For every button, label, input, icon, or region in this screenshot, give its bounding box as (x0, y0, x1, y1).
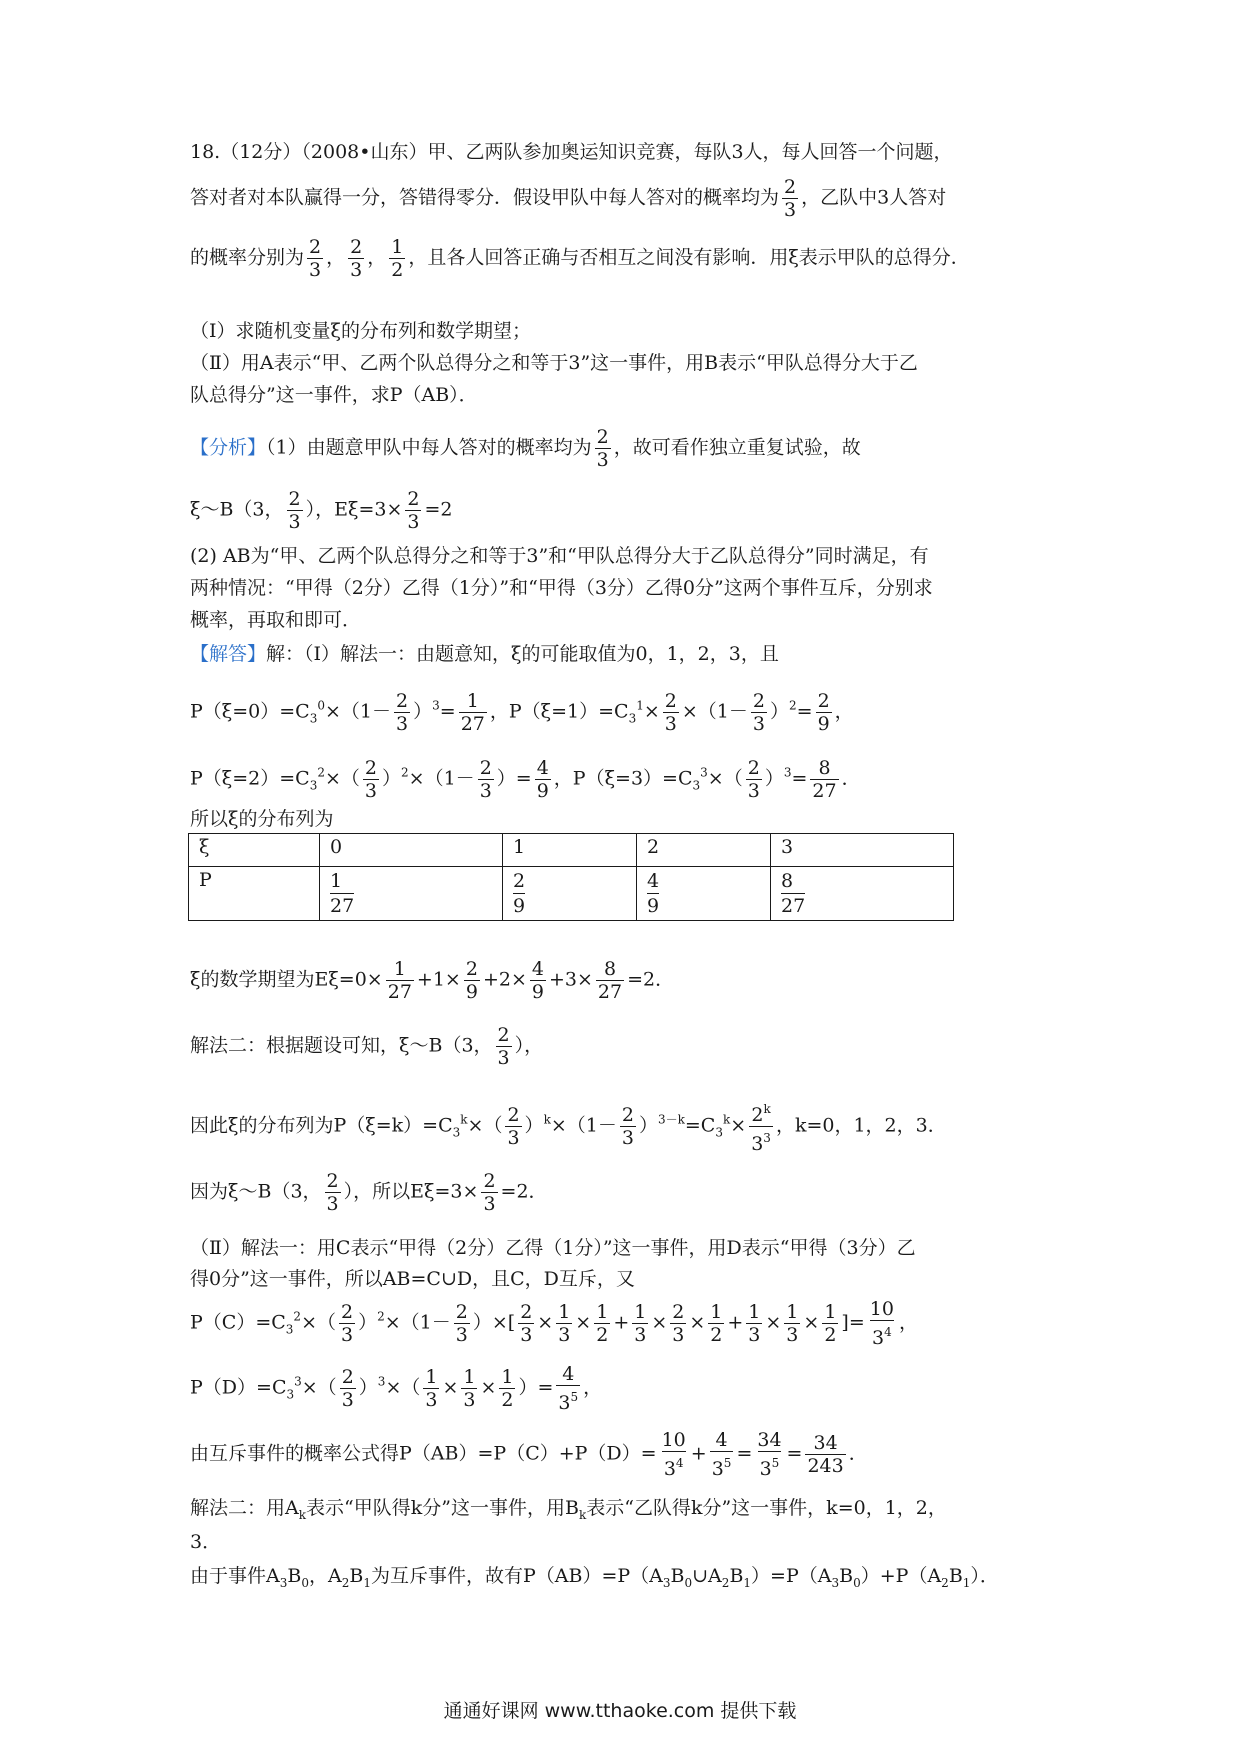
analysis-line-1: 【分析】（1）由题意甲队中每人答对的概率均为 $\frac{2}{3}$ ，故可看作独立重复试验，故 (190, 426, 861, 471)
prob-eq-1: $P(\xi=0)=C_3^0\times(1-$ $\frac{2}{3}$ ）$^3$= $\frac{1}{27}$ ，$P(\xi=1)=C_3^1\times$ $\frac{2}{3}$ ×（1－ $\frac{2}{3}$ ）$^2$= $\frac{2}{9}$ ， (190, 690, 854, 735)
analysis-tag: 【分析】 (190, 436, 267, 459)
distribution-title: 所以ξ的分布列为 (190, 808, 334, 830)
distribution-table (188, 833, 954, 921)
problem-part-2b: 队总得分”这一事件，求P（AB）． (190, 384, 478, 406)
method-2-part-2: 解法二：用$A_k$表示“甲队得k分”这一事件，用$B_k$表示“乙队得k分”这一事件，k=0，1，2， (190, 1497, 947, 1522)
page-footer: 通通好课网 www.tthaoke.com 提供下载 (443, 1700, 797, 1722)
prob-eq-2: $P(\xi=2)=C_3^2\times$（ $\frac{2}{3}$ ）$^2$×（1－ $\frac{2}{3}$ ）= $\frac{4}{9}$ ，$P(\xi=3)=C_3^3\times$（ $\frac{2}{3}$ ）$^3$= $\frac{8}{27}$ ． (190, 757, 861, 802)
part-2-line-b: 得0分”这一事件，所以AB=C∪D，且C，D互斥，又 (190, 1268, 635, 1290)
method-2-line: 解法二：根据题设可知，ξ～B（3， $\frac{2}{3}$ ）， (190, 1024, 544, 1069)
problem-line-2: 答对者对本队赢得一分，答错得零分．假设甲队中每人答对的概率均为 $\frac{2}{3}$ ，乙队中3人答对 (190, 176, 947, 221)
problem-part-2a: （Ⅱ）用A表示“甲、乙两个队总得分之和等于3”这一事件，用B表示“甲队总得分大于乙 (190, 352, 918, 374)
table-cell: 0 (320, 834, 503, 867)
table-cell: 2 (636, 834, 770, 867)
last-line: 由于事件$A_3B_0$，$A_2B_1$为互斥事件，故有$P(AB)=P(A_3B_0\cup A_2B_1)=P(A_3B_0)+P(A_2B_1)$． (190, 1565, 999, 1590)
table-cell: P (189, 867, 320, 921)
expectation-line: ξ的数学期望为Eξ=0× $\frac{1}{27}$ +1× $\frac{2}{9}$ +2× $\frac{4}{9}$ +3× $\frac{8}{27}$ =2． (190, 958, 675, 1003)
table-cell: $\frac{1}{27}$ (320, 867, 503, 921)
analysis-line-3: 两种情况：“甲得（2分）乙得（1分）”和“甲得（3分）乙得0分”这两个事件互斥，分别求 (190, 577, 933, 599)
analysis-formula: ξ～B（3， $\frac{2}{3}$ ），Eξ=3× $\frac{2}{3}$ =2 (190, 488, 453, 533)
table-cell: $\frac{8}{27}$ (770, 867, 953, 921)
analysis-line-2: (2) AB为“甲、乙两个队总得分之和等于3”和“甲队总得分大于乙队总得分”同时满足，有 (190, 545, 929, 567)
because-line: 因为ξ～B（3， $\frac{2}{3}$ ），所以Eξ=3× $\frac{2}{3}$ =2． (190, 1170, 548, 1215)
table-cell: 1 (502, 834, 636, 867)
table-cell: $\frac{2}{9}$ (502, 867, 636, 921)
problem-line-3: 的概率分别为 $\frac{2}{3}$ ， $\frac{2}{3}$ ， $\frac{1}{2}$ ，且各人回答正确与否相互之间没有影响．用ξ表示甲队的总得分． (190, 236, 970, 281)
prob-c-line: $P(C)=C_3^2\times$（ $\frac{2}{3}$ ）$^2$×（1－ $\frac{2}{3}$ ）×[ $\frac{2}{3}$ × $\frac{1}{3}$ × $\frac{1}{2}$ + $\frac{1}{3}$ × $\frac{2}{3}$ × $\frac{1}{2}$ + $\frac{1}{3}$ × $\frac{1}{3}$ × $\frac{1}{2}$ ]= $\frac{10}{3^4}$ ， (190, 1298, 918, 1349)
problem-line-1: 18.（12分）（2008•山东）甲、乙两队参加奥运知识竞赛，每队3人，每人回答一个问题， (190, 141, 953, 163)
part-2-line-a: （Ⅱ）解法一：用C表示“甲得（2分）乙得（1分）”这一事件，用D表示“甲得（3分）乙 (190, 1237, 916, 1259)
solution-tag: 【解答】 (190, 643, 267, 665)
table-row (189, 834, 954, 867)
mutex-line: 由互斥事件的概率公式得P（AB）=P（C）+P（D）= $\frac{10}{3^4}$ + $\frac{4}{3^5}$ = $\frac{34}{3^5}$ = $\frac{34}{243}$ ． (190, 1429, 868, 1480)
problem-part-1: （Ⅰ）求随机变量ξ的分布列和数学期望； (190, 320, 531, 342)
solution-intro: 【解答】解：（Ⅰ）解法一：由题意知，ξ的可能取值为0，1，2，3，且 (190, 643, 779, 665)
analysis-line-4: 概率，再取和即可． (190, 609, 362, 631)
table-cell: 3 (770, 834, 953, 867)
binomial-dist-line: 因此ξ的分布列为$P(\xi=k)=C_3^k\times$（ $\frac{2}{3}$ ）$^k$×（1－ $\frac{2}{3}$ ）$^{3-k}=C_3^k\times$ $\frac{2^k}{3^3}$ ，k=0，1，2，3． (190, 1102, 947, 1155)
table-cell: $\frac{4}{9}$ (636, 867, 770, 921)
table-cell: ξ (189, 834, 320, 867)
table-row (189, 867, 954, 921)
method-2-part-2-cont: 3． (190, 1531, 222, 1553)
prob-d-line: $P(D)=C_3^3\times$（ $\frac{2}{3}$ ）$^3$×（ $\frac{1}{3}$ × $\frac{1}{3}$ × $\frac{1}{2}$ ）= $\frac{4}{3^5}$ ， (190, 1363, 603, 1414)
